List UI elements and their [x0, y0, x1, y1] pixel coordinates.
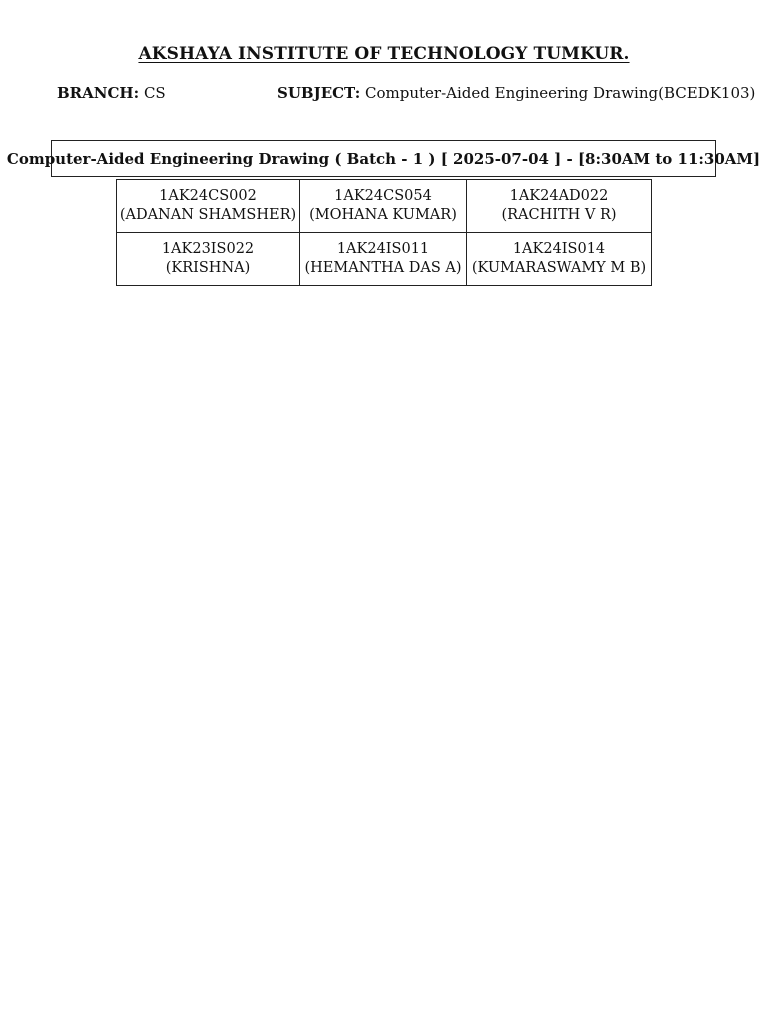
branch-value: CS: [143, 84, 166, 102]
student-name: (KRISHNA): [165, 260, 251, 276]
student-cell: [467, 180, 652, 233]
subject-info: [277, 84, 755, 102]
subject-label: SUBJECT:: [277, 84, 361, 102]
student-name: (HEMANTHA DAS A): [304, 260, 462, 276]
table-row: [117, 233, 652, 286]
student-name: (MOHANA KUMAR): [309, 207, 457, 223]
student-usn: 1AK24IS011: [336, 241, 430, 257]
student-usn: 1AK23IS022: [161, 241, 255, 257]
student-cell: [117, 233, 300, 286]
table-row: [117, 180, 652, 233]
branch-info: [57, 84, 166, 102]
student-cell: [300, 233, 467, 286]
subject-value: Computer-Aided Engineering Drawing(BCEDK103): [365, 84, 756, 102]
student-name: (RACHITH V R): [501, 207, 617, 223]
student-cell: [117, 180, 300, 233]
batch-heading: Computer-Aided Engineering Drawing ( Batch - 1 ) [ 2025-07-04 ] - [8:30AM to 11:30AM]: [51, 140, 716, 177]
student-usn: 1AK24CS002: [159, 188, 257, 204]
student-name: (KUMARASWAMY M B): [471, 260, 647, 276]
student-name: (ADANAN SHAMSHER): [119, 207, 297, 223]
student-usn: 1AK24IS014: [512, 241, 606, 257]
student-usn: 1AK24AD022: [509, 188, 609, 204]
institute-title: AKSHAYA INSTITUTE OF TECHNOLOGY TUMKUR.: [138, 44, 630, 64]
student-usn: 1AK24CS054: [334, 188, 432, 204]
branch-label: BRANCH:: [57, 84, 140, 102]
student-cell: [467, 233, 652, 286]
student-cell: [300, 180, 467, 233]
student-seating-table: [116, 179, 652, 286]
